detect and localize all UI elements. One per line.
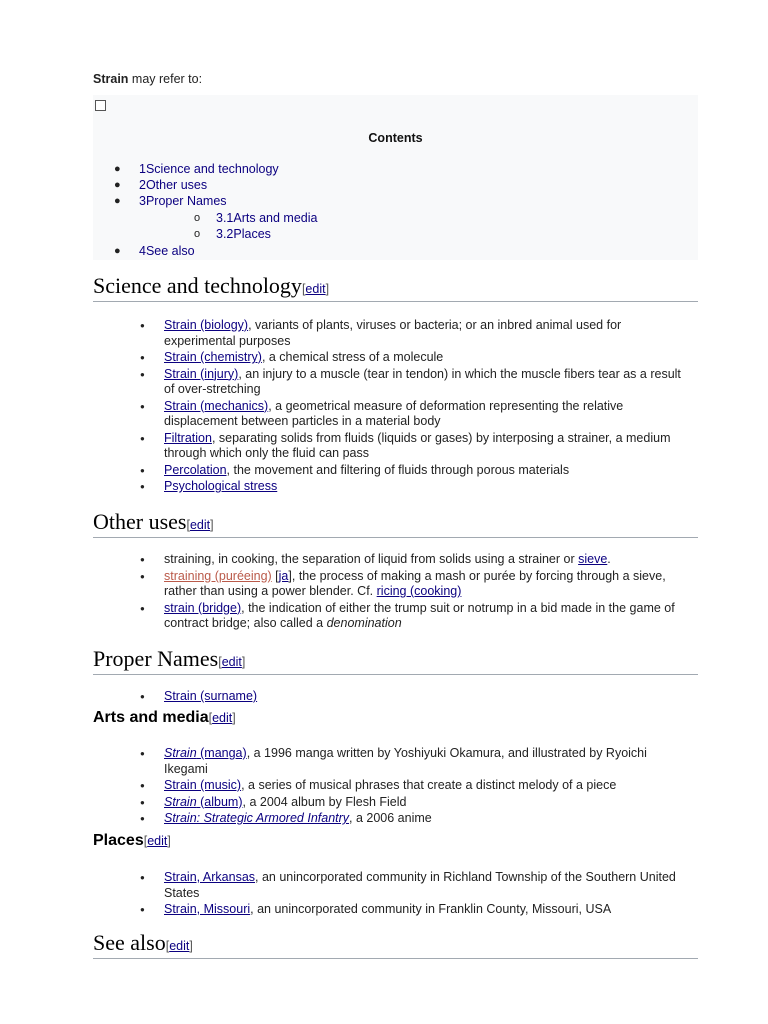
item-text: , the indication of either the trump suit or notrump in a bid made in the game of contract bridge; also called a	[164, 600, 675, 630]
item-text: , a 1996 manga written by Yoshiyuki Okamura, and illustrated by Ryoichi Ikegami	[164, 746, 647, 776]
item-text: , the process of making a mash or purée by forcing through a sieve, rather than using a power blender. Cf.	[164, 568, 666, 598]
toc-title: Contents	[368, 131, 423, 145]
item-text: , separating solids from fluids (liquids or gases) by interposing a strainer, a medium through which only the fluid can pass	[164, 430, 671, 460]
heading-text: Science and technology	[93, 273, 302, 298]
item-text: , an unincorporated community in Richland Township of the Southern United States	[164, 870, 676, 900]
toc-number: 3.1	[216, 211, 234, 225]
heading-text: See also	[93, 930, 166, 955]
list-item	[164, 601, 694, 632]
edit-link[interactable]: edit	[189, 518, 211, 532]
item-text: , a chemical stress of a molecule	[261, 350, 444, 364]
item-text: .	[607, 552, 611, 566]
link-strain-surname[interactable]: Strain (surname)	[164, 689, 258, 703]
list-item: ● straining (puréeing) [ja], the process of making a mash or purée by forcing through a sieve, rather than using a power blender. Cf. ricing (cooking)	[164, 569, 694, 600]
list-item	[164, 870, 694, 901]
heading-see-also	[93, 932, 698, 959]
edit-section: [edit]	[301, 282, 330, 296]
item-text: , the movement and filtering of fluids through porous materials	[226, 462, 570, 477]
list-item	[164, 902, 694, 918]
arts-media-list	[164, 746, 694, 828]
heading-text: Places	[93, 832, 144, 849]
toc-number: 4	[139, 244, 146, 258]
list-item	[164, 689, 694, 705]
list-item	[164, 318, 694, 349]
heading-arts-media	[93, 708, 236, 728]
intro-term: Strain	[93, 72, 129, 86]
item-text: , a 2006 anime	[349, 811, 432, 825]
heading-science-technology	[93, 275, 698, 302]
toc-label: Places	[233, 227, 271, 241]
link-text: (album)	[196, 794, 243, 809]
toc-item-arts-media[interactable]	[194, 210, 318, 226]
link-strain-biology[interactable]: Strain (biology)	[164, 318, 249, 332]
link-text: (manga)	[196, 746, 247, 760]
circle-bullet-icon: o	[194, 212, 201, 224]
toc-number: 2	[139, 178, 146, 192]
edit-section: [edit]	[165, 939, 193, 953]
toc-item-places[interactable]	[194, 226, 271, 242]
item-text: , an injury to a muscle (tear in tendon) in which the muscle fibers tear as a result of over-stretching	[164, 366, 681, 396]
places-list	[164, 870, 694, 919]
link-straining-pureeing[interactable]: straining (puréeing)	[164, 568, 272, 583]
item-text: straining, in cooking, the separation of liquid from solids using a strainer or	[164, 552, 579, 566]
list-item	[164, 463, 694, 479]
list-item	[164, 399, 694, 430]
link-strain-bridge[interactable]: strain (bridge)	[164, 600, 242, 615]
link-strain-album[interactable]	[164, 795, 243, 809]
list-item	[164, 367, 694, 398]
intro-rest: may refer to:	[128, 72, 203, 86]
edit-link[interactable]: edit	[221, 655, 242, 669]
link-sieve[interactable]: sieve	[578, 552, 608, 566]
item-italic-text: denomination	[326, 616, 402, 630]
list-item	[164, 479, 694, 495]
toc-number: 1	[139, 162, 146, 176]
list-item	[164, 795, 694, 811]
link-strain-music[interactable]: Strain (music)	[164, 778, 242, 792]
link-italic: Strain	[164, 746, 197, 760]
toc-toggle-checkbox[interactable]	[95, 100, 106, 111]
toc-label: See also	[145, 244, 195, 258]
bullet-icon: ●	[114, 195, 121, 207]
link-strain-mechanics[interactable]: Strain (mechanics)	[164, 398, 269, 413]
link-psychological-stress[interactable]: Psychological stress	[164, 479, 278, 493]
list-item	[164, 778, 694, 794]
item-text: , a 2004 album by Flesh Field	[242, 794, 407, 809]
edit-link[interactable]: edit	[212, 711, 233, 725]
toc-number: 3.2	[216, 227, 234, 241]
bullet-icon: ●	[114, 163, 121, 175]
edit-link[interactable]: edit	[305, 282, 326, 296]
heading-places	[93, 831, 171, 851]
link-italic: Strain: Strategic Armored Infantry	[164, 811, 350, 825]
toc-label: Proper Names	[145, 194, 227, 208]
item-text: , a geometrical measure of deformation representing the relative displacement between particles in a material body	[164, 398, 624, 428]
table-of-contents	[93, 95, 698, 260]
edit-link[interactable]: edit	[147, 834, 168, 848]
link-ricing-cooking[interactable]: ricing (cooking)	[376, 584, 462, 598]
edit-section: [edit]	[143, 834, 171, 848]
toc-item-proper-names[interactable]	[114, 193, 227, 209]
toc-item-other-uses[interactable]	[114, 177, 208, 193]
list-item	[164, 350, 694, 366]
heading-text: Arts and media	[93, 709, 209, 726]
heading-text: Other uses	[93, 509, 187, 534]
heading-text: Proper Names	[93, 646, 219, 671]
toc-label: Other uses	[145, 178, 208, 192]
list-item	[164, 746, 694, 777]
link-strain-manga[interactable]	[164, 746, 247, 760]
bullet-icon: ●	[114, 179, 121, 191]
link-filtration[interactable]: Filtration	[164, 430, 212, 445]
link-strain-sai[interactable]	[164, 811, 349, 825]
science-list	[164, 318, 694, 496]
edit-link[interactable]: edit	[169, 939, 190, 953]
other-uses-list	[164, 552, 694, 633]
link-strain-chemistry[interactable]: Strain (chemistry)	[164, 350, 262, 364]
edit-section: [edit]	[218, 655, 246, 669]
edit-section: [edit]	[208, 711, 236, 725]
circle-bullet-icon: o	[194, 228, 201, 240]
toc-number: 3	[139, 194, 146, 208]
list-item	[164, 431, 694, 462]
intro-text	[93, 72, 202, 86]
heading-other-uses	[93, 511, 698, 538]
item-text: , an unincorporated community in Franklin County, Missouri, USA	[250, 902, 612, 916]
link-strain-injury[interactable]: Strain (injury)	[164, 366, 239, 381]
heading-proper-names	[93, 648, 698, 675]
link-strain-arkansas[interactable]: Strain, Arkansas	[164, 870, 256, 884]
item-text: , variants of plants, viruses or bacteria; or an inbred animal used for experimental purposes	[164, 318, 622, 348]
link-percolation[interactable]: Percolation	[164, 462, 227, 477]
toc-item-see-also[interactable]	[114, 243, 195, 259]
bullet-icon: ●	[114, 245, 121, 257]
link-ja[interactable]: ja	[278, 568, 289, 583]
toc-item-science[interactable]	[114, 161, 279, 177]
toc-label: Arts and media	[233, 211, 318, 225]
list-item	[164, 552, 694, 568]
item-text: , a series of musical phrases that create a distinct melody of a piece	[241, 778, 617, 792]
link-strain-missouri[interactable]: Strain, Missouri	[164, 902, 251, 916]
proper-names-list	[164, 689, 694, 706]
toc-label: Science and technology	[145, 162, 279, 176]
edit-section: [edit]	[186, 518, 214, 532]
list-item	[164, 811, 694, 827]
link-italic: Strain	[164, 794, 197, 809]
